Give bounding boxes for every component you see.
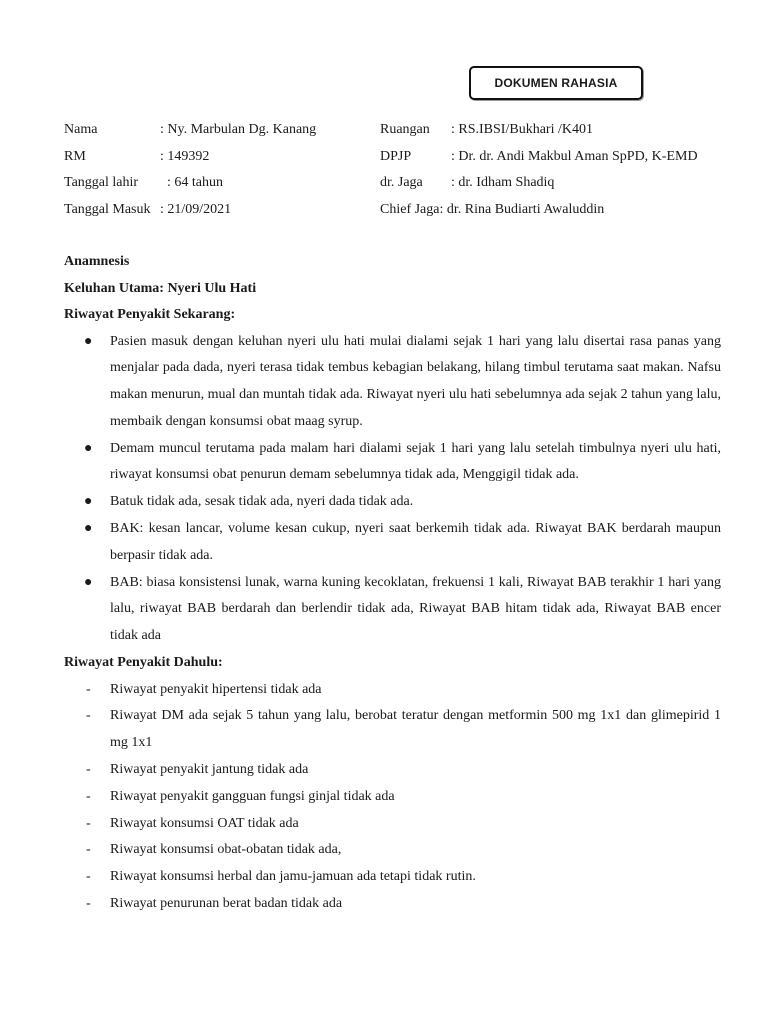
info-row-rm: [64, 144, 316, 171]
list-item: [64, 757, 721, 784]
info-label: dr. Jaga: [380, 175, 423, 190]
dash-icon: -: [86, 815, 91, 831]
chief-complaint: Keluhan Utama: Nyeri Ulu Hati: [64, 280, 257, 296]
list-item: [64, 436, 721, 490]
list-item: [64, 516, 721, 570]
info-label: RM: [64, 148, 86, 164]
list-item: [64, 891, 721, 918]
list-item: [64, 811, 721, 838]
past-illness-heading: Riwayat Penyakit Dahulu:: [64, 655, 223, 671]
list-item-text: Riwayat penyakit jantung tidak ada: [110, 761, 309, 777]
info-value: : Ny. Marbulan Dg. Kanang: [160, 122, 317, 137]
list-item: [64, 329, 721, 436]
bullet-icon: ●: [84, 494, 93, 510]
list-item-text: Riwayat konsumsi obat-obatan tidak ada,: [110, 842, 342, 858]
anamnesis-section: [64, 249, 721, 918]
confidential-stamp: [469, 66, 643, 100]
list-item: [64, 864, 721, 891]
info-label: Nama: [64, 122, 98, 137]
dash-icon: -: [86, 842, 91, 858]
bullet-icon: ●: [84, 333, 93, 349]
info-label: DPJP: [380, 148, 412, 164]
list-item-text: Riwayat penyakit hipertensi tidak ada: [110, 681, 322, 697]
past-illness-list: [64, 677, 721, 918]
dash-icon: -: [86, 761, 91, 777]
info-row-ruangan: [380, 117, 698, 144]
list-item: [64, 489, 721, 516]
bullet-icon: ●: [84, 521, 93, 537]
info-label: Chief Jaga: [380, 201, 440, 217]
info-row-tanggal-masuk: [64, 197, 316, 224]
list-item: [64, 703, 721, 757]
list-item-text: Riwayat penurunan berat badan tidak ada: [110, 895, 343, 911]
info-value: : dr. Idham Shadiq: [451, 175, 555, 190]
dash-icon: -: [86, 681, 91, 697]
info-label: Ruangan: [380, 122, 430, 137]
dash-icon: -: [86, 895, 91, 911]
list-item-text: Pasien masuk dengan keluhan nyeri ulu hati mulai dialami sejak 1 hari yang lalu disertai rasa panas yang menjalar pada dada, nyeri terasa tidak tembus kebagian belakang, hilang timbul terutama saat makan. Nafsu makan menurun, mual dan muntah tidak ada. Riwayat nyeri ulu hati sebelumnya ada sejak 2 tahun yang lalu, membaik dengan konsumsi obat maag syrup.: [110, 333, 721, 429]
list-item-text: Demam muncul terutama pada malam hari dialami sejak 1 hari yang lalu setelah timbulnya nyeri ulu hati, riwayat konsumsi obat penurun demam sebelumnya tidak ada, Menggigil tidak ada.: [110, 440, 721, 483]
list-item-text: BAB: biasa konsistensi lunak, warna kuning kecoklatan, frekuensi 1 kali, Riwayat BAB terakhir 1 hari yang lalu, riwayat BAB berdarah dan berlendir tidak ada, Riwayat BAB hitam tidak ada, Riwayat BAB encer tidak ada: [110, 574, 721, 644]
info-value: : RS.IBSI/Bukhari /K401: [451, 122, 593, 137]
info-row-tanggal-lahir: [64, 170, 316, 197]
info-label: Tanggal lahir: [64, 175, 139, 190]
patient-info-left: [64, 117, 316, 223]
dash-icon: -: [86, 788, 91, 804]
info-label: Tanggal Masuk: [64, 201, 151, 217]
list-item: [64, 570, 721, 650]
list-item-text: Riwayat DM ada sejak 5 tahun yang lalu, berobat teratur dengan metformin 500 mg 1x1 dan glimepirid 1 mg 1x1: [110, 708, 721, 751]
dash-icon: -: [86, 708, 91, 724]
info-value: : Dr. dr. Andi Makbul Aman SpPD, K-EMD: [451, 148, 698, 164]
info-row-dr-jaga: [380, 170, 698, 197]
list-item-text: Riwayat konsumsi herbal dan jamu-jamuan ada tetapi tidak rutin.: [110, 869, 476, 885]
list-item-text: Riwayat penyakit gangguan fungsi ginjal tidak ada: [110, 788, 395, 804]
info-row-dpjp: [380, 144, 698, 171]
list-item-text: Batuk tidak ada, sesak tidak ada, nyeri dada tidak ada.: [110, 494, 414, 510]
info-row-nama: [64, 117, 316, 144]
list-item: [64, 784, 721, 811]
list-item-text: Riwayat konsumsi OAT tidak ada: [110, 815, 299, 831]
list-item-text: BAK: kesan lancar, volume kesan cukup, nyeri saat berkemih tidak ada. Riwayat BAK berdarah maupun berpasir tidak ada.: [110, 521, 721, 563]
bullet-icon: ●: [84, 574, 93, 590]
anamnesis-heading: Anamnesis: [64, 254, 130, 269]
info-row-chief-jaga: [380, 197, 698, 224]
confidential-stamp-label: DOKUMEN RAHASIA: [494, 76, 618, 90]
list-item: [64, 677, 721, 704]
patient-info-right: [380, 117, 698, 223]
info-value: : 64 tahun: [160, 175, 223, 190]
present-illness-heading: Riwayat Penyakit Sekarang:: [64, 307, 236, 322]
info-value: : 21/09/2021: [160, 201, 232, 217]
info-value: : 149392: [160, 148, 210, 164]
dash-icon: -: [86, 869, 91, 885]
present-illness-list: [64, 329, 721, 651]
list-item: [64, 837, 721, 864]
bullet-icon: ●: [84, 440, 93, 456]
info-value: : dr. Rina Budiarti Awaluddin: [439, 201, 605, 217]
